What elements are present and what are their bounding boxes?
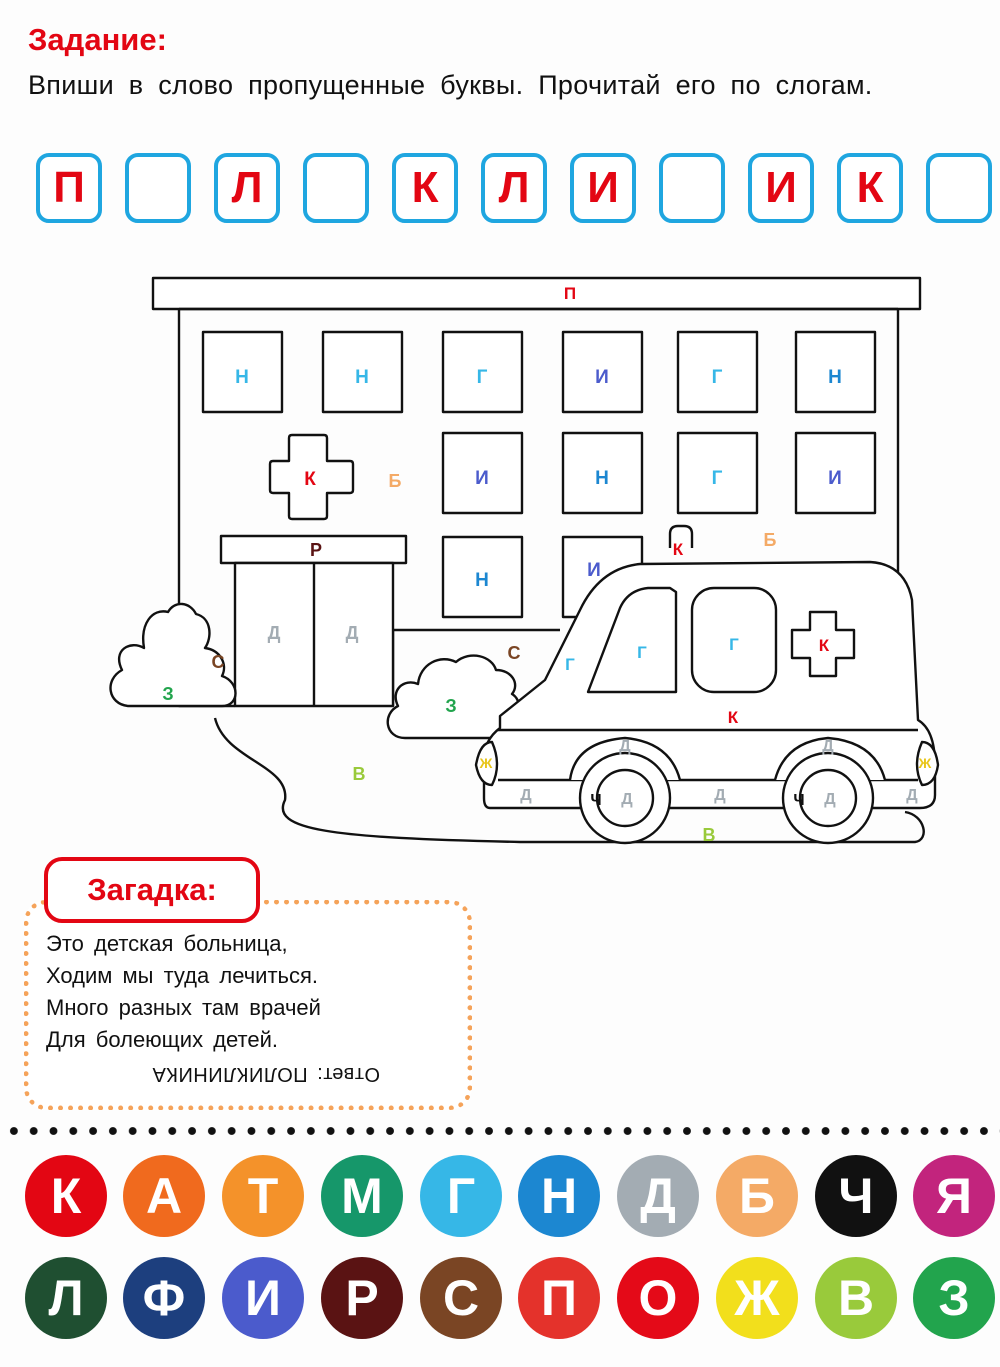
- window-letter: Н: [475, 570, 489, 591]
- riddle-line: Ходим мы туда лечиться.: [46, 963, 319, 988]
- palette-letter[interactable]: М: [321, 1155, 403, 1237]
- ambulance-window-letter: Г: [637, 643, 647, 662]
- palette-letter[interactable]: Н: [518, 1155, 600, 1237]
- palette-letter[interactable]: Т: [222, 1155, 304, 1237]
- word-box[interactable]: [659, 153, 725, 223]
- word-boxes: [0, 153, 1000, 233]
- palette-letter[interactable]: П: [518, 1257, 600, 1339]
- body-letter: Д: [822, 738, 834, 755]
- palette-letter[interactable]: Л: [25, 1257, 107, 1339]
- word-box[interactable]: [926, 153, 992, 223]
- palette-letter[interactable]: В: [815, 1257, 897, 1339]
- word-box[interactable]: Л: [481, 153, 547, 223]
- word-box[interactable]: [125, 153, 191, 223]
- door-top-letter: Р: [309, 540, 323, 560]
- ambulance[interactable]: [476, 526, 938, 843]
- window-letter: И: [595, 367, 609, 388]
- window-letter: Н: [595, 468, 609, 489]
- palette-letter[interactable]: Д: [617, 1155, 699, 1237]
- bush-letter: С: [211, 652, 225, 672]
- bush-letter: З: [162, 684, 174, 704]
- palette-letter[interactable]: Я: [913, 1155, 995, 1237]
- door-letter: Д: [267, 623, 281, 643]
- palette-letter[interactable]: А: [123, 1155, 205, 1237]
- dotted-divider: [4, 1124, 1000, 1138]
- word-box[interactable]: И: [748, 153, 814, 223]
- palette-letter[interactable]: Ф: [123, 1257, 205, 1339]
- palette-letter[interactable]: И: [222, 1257, 304, 1339]
- ambulance-window-letter: Г: [565, 655, 575, 674]
- word-box[interactable]: И: [570, 153, 636, 223]
- palette-letter[interactable]: З: [913, 1257, 995, 1339]
- riddle-text: [46, 928, 321, 1056]
- window-letter: Г: [711, 468, 723, 489]
- window-letter: Г: [711, 367, 723, 388]
- building-roof: [153, 278, 920, 309]
- headlight-letter: Ж: [918, 755, 932, 771]
- window-letter: Н: [355, 367, 369, 388]
- riddle-title: Загадка:: [44, 857, 260, 923]
- bush-letter: З: [445, 696, 457, 716]
- riddle-answer: Ответ: ПОЛИКЛИНИКА: [152, 1063, 381, 1085]
- palette-letter[interactable]: Г: [420, 1155, 502, 1237]
- body-letter: Д: [714, 787, 726, 804]
- word-box[interactable]: К: [837, 153, 903, 223]
- riddle-line: Это детская больница,: [46, 931, 288, 956]
- background-letter: Б: [388, 471, 402, 491]
- word-box[interactable]: [303, 153, 369, 223]
- hub-letter: Ч: [793, 792, 805, 809]
- background-letter: Б: [763, 530, 777, 550]
- window-letter: И: [475, 468, 489, 489]
- body-letter: Д: [906, 787, 918, 804]
- wheel-letter: Д: [824, 791, 836, 808]
- task-title: Задание:: [28, 22, 167, 57]
- bush-letter: С: [507, 643, 521, 663]
- window-letter: Г: [476, 367, 488, 388]
- door-letter: Д: [345, 623, 359, 643]
- hub-letter: Ч: [590, 792, 602, 809]
- headlight-letter: Ж: [479, 755, 493, 771]
- word-box[interactable]: К: [392, 153, 458, 223]
- task-instruction: Впиши в слово пропущенные буквы. Прочитай его по слогам.: [28, 70, 873, 100]
- palette-letter[interactable]: Б: [716, 1155, 798, 1237]
- riddle-line: Для болеющих детей.: [46, 1027, 278, 1052]
- palette-letter[interactable]: Р: [321, 1257, 403, 1339]
- beacon-letter: К: [672, 540, 684, 559]
- coloring-scene: [0, 260, 1000, 860]
- palette-letter[interactable]: С: [420, 1257, 502, 1339]
- window-letter: И: [828, 468, 842, 489]
- path-letter: В: [702, 825, 716, 845]
- ambulance-cross-letter: К: [818, 636, 830, 655]
- wheel-letter: Д: [621, 791, 633, 808]
- path-letter: В: [352, 764, 366, 784]
- palette-letter[interactable]: Ч: [815, 1155, 897, 1237]
- ambulance-window-letter: Г: [729, 635, 739, 654]
- palette-letter[interactable]: Ж: [716, 1257, 798, 1339]
- cross-letter: К: [304, 469, 316, 490]
- word-box[interactable]: Л: [214, 153, 280, 223]
- window-letter: Н: [235, 367, 249, 388]
- body-letter: Д: [520, 787, 532, 804]
- palette-letter[interactable]: К: [25, 1155, 107, 1237]
- word-box[interactable]: П: [36, 153, 102, 223]
- ambulance-stripe-letter: К: [727, 708, 739, 727]
- riddle-line: Много разных там врачей: [46, 995, 321, 1020]
- window-letter: Н: [828, 367, 842, 388]
- palette-letter[interactable]: О: [617, 1257, 699, 1339]
- window-letter: И: [587, 560, 601, 581]
- body-letter: Д: [619, 738, 631, 755]
- roof-letter: П: [563, 284, 577, 303]
